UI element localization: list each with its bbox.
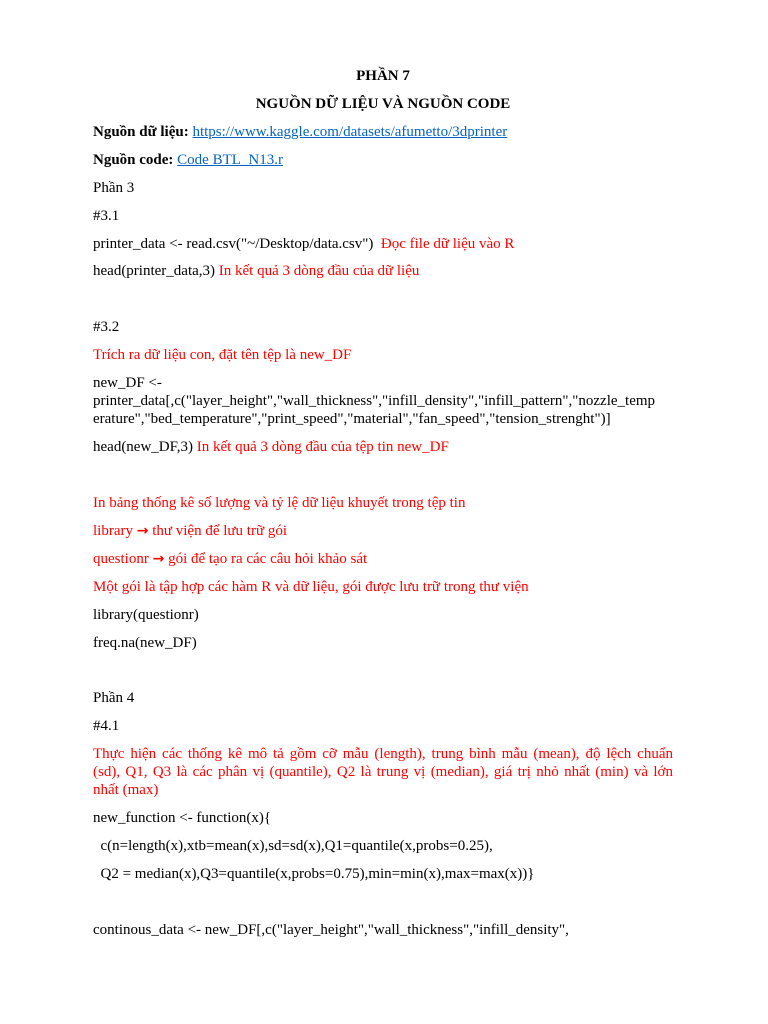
continuous-data-code: continous_data <- new_DF[,c("layer_height","wall_thickness","infill_density", [93, 921, 569, 938]
descriptive-stats-line: (sd), Q1, Q3 là các phân vị (quantile), Q2 là trung vị (median), giá trị nhỏ nhất (min) và lớn [93, 764, 673, 781]
part4-heading: Phần 4 [93, 690, 135, 707]
function-body-line: Q2 = median(x),Q3=quantile(x,probs=0.75),min=min(x),max=max(x))} [93, 865, 535, 882]
library-note [93, 522, 673, 540]
empty-line [93, 661, 673, 679]
head-printer-code: head(printer_data,3) [93, 263, 216, 280]
read-csv-note: Đọc file dữ liệu vào R [380, 235, 515, 252]
section-4-1-label: #4.1 [93, 718, 120, 735]
empty-line [93, 893, 673, 911]
data-source-link[interactable]: https://www.kaggle.com/datasets/afumetto/3dprinter [192, 123, 508, 140]
part-heading: PHẦN 7 [356, 68, 410, 84]
subset-intro-note: Trích ra dữ liệu con, đặt tên tệp là new_DF [93, 347, 352, 364]
load-library-code: library(questionr) [93, 606, 199, 623]
descriptive-stats-note [93, 745, 673, 799]
data-source-label: Nguồn dữ liệu: [93, 123, 189, 140]
subset-code-line: printer_data[,c("layer_height","wall_thickness","infill_density","infill_pattern","nozzle_temp [93, 393, 656, 410]
descriptive-stats-line: nhất (max) [93, 782, 159, 799]
freq-na-code: freq.na(new_DF) [93, 634, 197, 651]
head-newdf-line [93, 438, 673, 456]
subset-code-line: erature","bed_temperature","print_speed","material","fan_speed","tension_strenght")] [93, 411, 611, 428]
section-3-2-label: #3.2 [93, 319, 120, 336]
descriptive-stats-line: Thực hiện các thống kê mô tả gồm cỡ mẫu (length), trung bình mẫu (mean), độ lệch chuẩn [93, 746, 673, 763]
empty-line [93, 290, 673, 308]
library-desc: thư viện để lưu trữ gói [152, 522, 288, 539]
code-source-label: Nguồn code: [93, 151, 174, 168]
code-source-line [93, 151, 673, 169]
missing-data-note: In bảng thống kê số lượng và tỷ lệ dữ liệu khuyết trong tệp tin [93, 494, 466, 511]
read-csv-line [93, 235, 673, 253]
function-def-line: new_function <- function(x){ [93, 810, 272, 827]
head-newdf-code: head(new_DF,3) [93, 439, 194, 456]
subset-code-block [93, 374, 673, 428]
function-body-line: c(n=length(x),xtb=mean(x),sd=sd(x),Q1=quantile(x,probs=0.25), [93, 838, 493, 855]
right-arrow-icon: → [152, 550, 165, 567]
section-title: NGUỒN DỮ LIỆU VÀ NGUỒN CODE [255, 95, 511, 112]
package-definition-note: Một gói là tập hợp các hàm R và dữ liệu, gói được lưu trữ trong thư viện [93, 578, 529, 595]
subset-code-line: new_DF <- [93, 375, 162, 392]
section-3-1-label: #3.1 [93, 207, 120, 224]
part3-heading: Phần 3 [93, 179, 135, 196]
library-term: library [93, 522, 133, 539]
code-source-link[interactable]: Code BTL_N13.r [177, 151, 283, 168]
head-newdf-note: In kết quả 3 dòng đầu của tệp tin new_DF [196, 439, 449, 456]
questionr-desc: gói để tạo ra các câu hỏi khảo sát [168, 550, 368, 567]
questionr-note [93, 550, 673, 568]
questionr-term: questionr [93, 550, 149, 567]
head-printer-line [93, 262, 673, 280]
read-csv-code: printer_data <- read.csv("~/Desktop/data.csv") [93, 235, 374, 252]
right-arrow-icon: → [136, 522, 149, 539]
data-source-line [93, 123, 673, 141]
empty-line [93, 466, 673, 484]
head-printer-note: In kết quả 3 dòng đầu của dữ liệu [218, 263, 420, 280]
